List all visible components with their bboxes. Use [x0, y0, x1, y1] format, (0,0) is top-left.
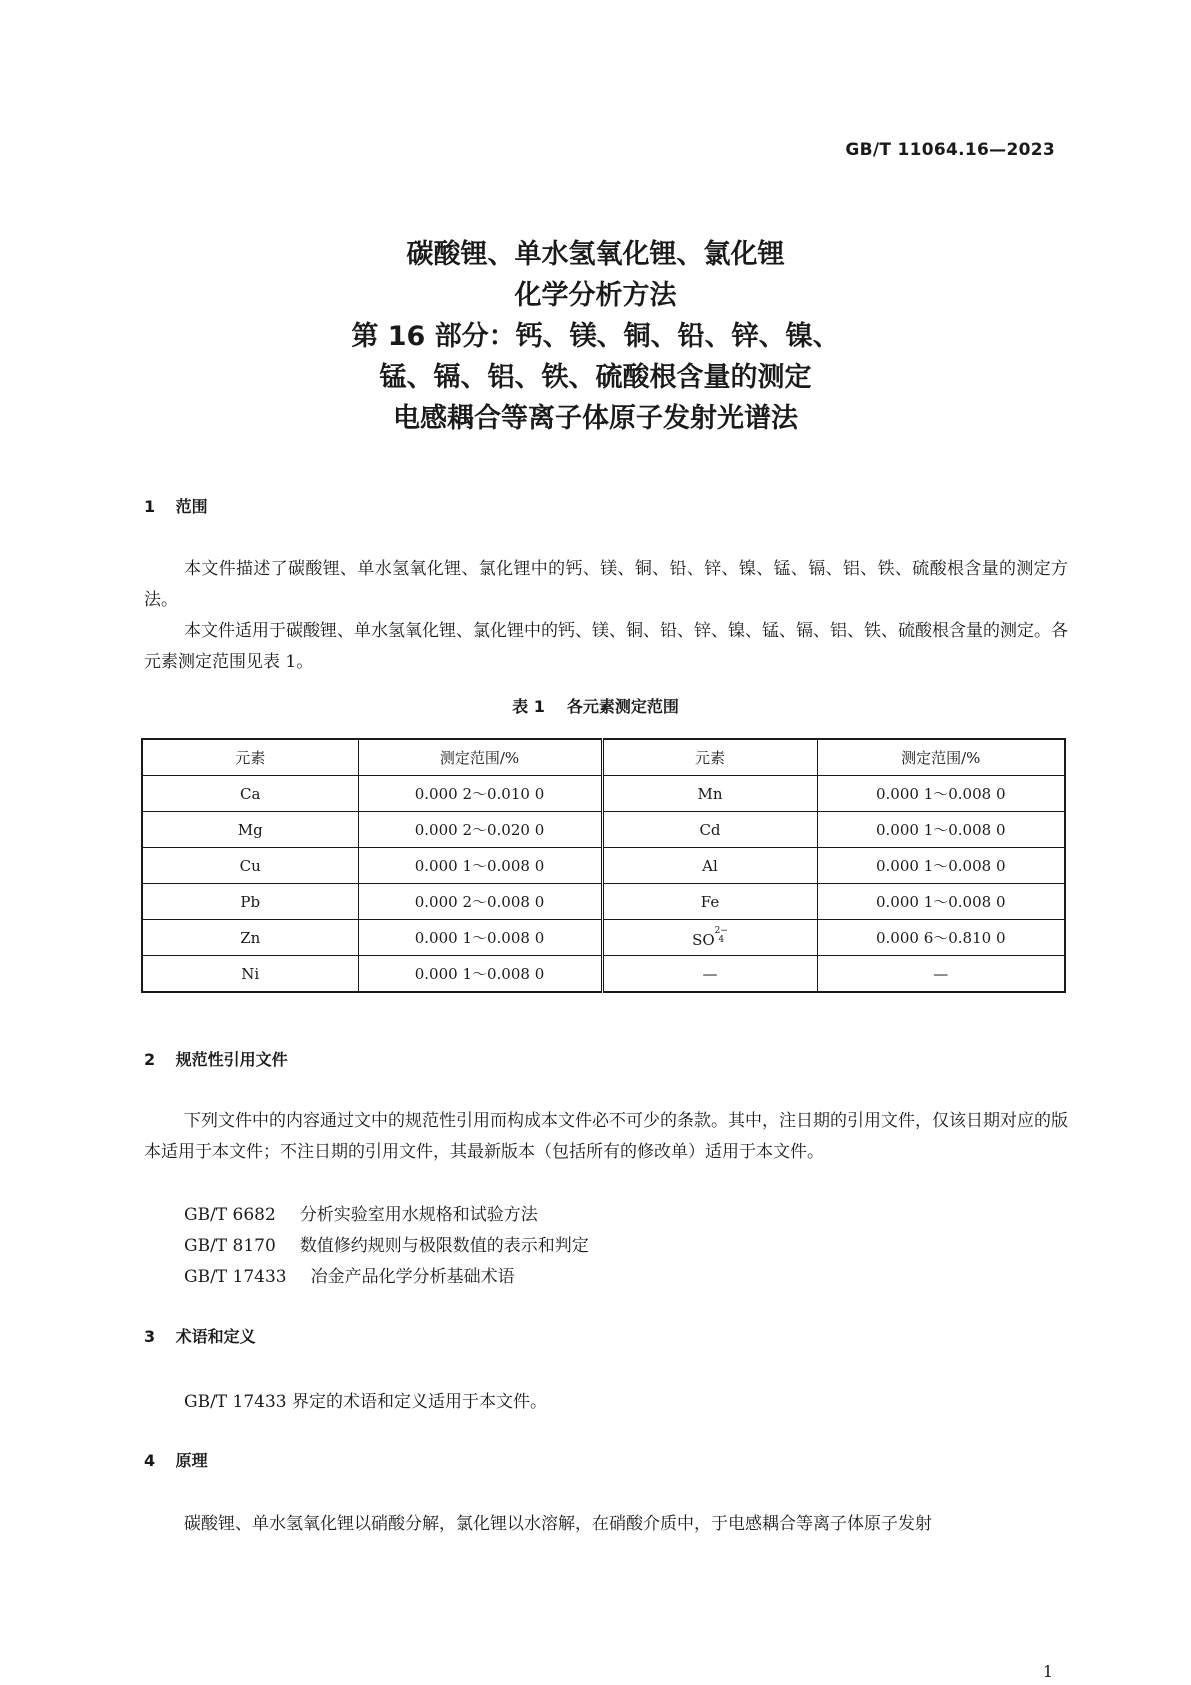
range-cell: 0.000 1～0.008 0	[817, 776, 1065, 812]
table-caption	[0, 694, 1191, 717]
table-row	[142, 812, 1065, 848]
element-cell: Ni	[142, 956, 358, 993]
table-row	[142, 956, 1065, 993]
table-header-row	[142, 739, 1065, 776]
page-number: 1	[1042, 1662, 1053, 1681]
formula-script	[715, 927, 728, 945]
element-cell: Zn	[142, 920, 358, 956]
element-cell: Mn	[602, 776, 817, 812]
reference-item	[184, 1262, 515, 1287]
header-element: 元素	[602, 739, 817, 776]
section-2-paragraph: 下列文件中的内容通过文中的规范性引用而构成本文件必不可少的条款。其中，注日期的引用文件，仅该日期对应的版本适用于本文件；不注日期的引用文件，其最新版本（包括所有的修改单）适用于本文件。	[144, 1111, 1068, 1162]
table-row	[142, 848, 1065, 884]
header-element: 元素	[142, 739, 358, 776]
range-cell: 0.000 1～0.008 0	[817, 812, 1065, 848]
element-cell: Pb	[142, 884, 358, 920]
range-cell: 0.000 1～0.008 0	[358, 848, 602, 884]
section-3-heading	[144, 1324, 256, 1347]
range-cell: 0.000 1～0.008 0	[817, 884, 1065, 920]
title-line: 电感耦合等离子体原子发射光谱法	[393, 403, 798, 434]
reference-code: GB/T 6682	[184, 1205, 276, 1225]
section-1-paragraph-1: 本文件描述了碳酸锂、单水氢氧化锂、氯化锂中的钙、镁、铜、铅、锌、镍、锰、镉、铝、铁、硫酸根含量的测定方法。	[144, 559, 1068, 610]
title-line: 化学分析方法	[514, 280, 677, 311]
reference-code: GB/T 8170	[184, 1236, 276, 1256]
reference-title: 数值修约规则与极限数值的表示和判定	[299, 1236, 589, 1256]
element-cell-sulfate	[602, 920, 817, 956]
section-number: 3	[144, 1327, 156, 1346]
section-2-heading	[144, 1047, 288, 1070]
document-title	[0, 234, 1191, 439]
empty-cell: —	[602, 956, 817, 993]
range-cell: 0.000 2～0.020 0	[358, 812, 602, 848]
reference-title: 分析实验室用水规格和试验方法	[299, 1205, 538, 1225]
reference-item	[184, 1200, 538, 1225]
table-row	[142, 884, 1065, 920]
header-range: 测定范围/%	[358, 739, 602, 776]
table-caption-title: 各元素测定范围	[566, 697, 679, 716]
reference-item	[184, 1231, 589, 1256]
range-cell: 0.000 1～0.008 0	[817, 848, 1065, 884]
section-1-paragraph-2: 本文件适用于碳酸锂、单水氢氧化锂、氯化锂中的钙、镁、铜、铅、锌、镍、锰、镉、铝、铁、硫酸根含量的测定。各元素测定范围见表 1。	[144, 621, 1068, 672]
range-cell: 0.000 6～0.810 0	[817, 920, 1065, 956]
section-title: 规范性引用文件	[175, 1050, 288, 1069]
empty-cell: —	[817, 956, 1065, 993]
element-range-table	[141, 738, 1066, 993]
section-number: 1	[144, 497, 156, 516]
element-cell: Ca	[142, 776, 358, 812]
formula-base: SO	[692, 930, 715, 949]
title-line: 碳酸锂、单水氢氧化锂、氯化锂	[406, 239, 785, 270]
title-line: 第 16 部分：钙、镁、铜、铅、锌、镍、	[351, 321, 840, 352]
reference-title: 冶金产品化学分析基础术语	[310, 1267, 515, 1287]
formula-index: 4	[718, 934, 725, 945]
range-cell: 0.000 1～0.008 0	[358, 956, 602, 993]
section-4-paragraph: 碳酸锂、单水氢氧化锂以硝酸分解，氯化锂以水溶解，在硝酸介质中，于电感耦合等离子体原子发射	[184, 1514, 932, 1534]
element-cell: Mg	[142, 812, 358, 848]
section-title: 术语和定义	[175, 1327, 256, 1346]
element-cell: Fe	[602, 884, 817, 920]
table-row	[142, 920, 1065, 956]
standard-number: GB/T 11064.16—2023	[845, 140, 1055, 160]
title-line: 锰、镉、铝、铁、硫酸根含量的测定	[379, 362, 812, 393]
formula-charge: 2−	[714, 925, 728, 936]
element-cell: Cd	[602, 812, 817, 848]
range-cell: 0.000 1～0.008 0	[358, 920, 602, 956]
section-number: 2	[144, 1050, 156, 1069]
element-cell: Al	[602, 848, 817, 884]
section-number: 4	[144, 1451, 156, 1470]
table-row	[142, 776, 1065, 812]
reference-code: GB/T 17433	[184, 1267, 287, 1287]
section-title: 范围	[175, 497, 208, 516]
section-4-heading	[144, 1448, 208, 1471]
section-1-heading	[144, 494, 208, 517]
range-cell: 0.000 2～0.010 0	[358, 776, 602, 812]
table-caption-number: 表 1	[512, 697, 545, 716]
sulfate-formula	[692, 925, 728, 949]
section-title: 原理	[175, 1451, 208, 1470]
section-3-paragraph: GB/T 17433 界定的术语和定义适用于本文件。	[184, 1392, 548, 1412]
element-cell: Cu	[142, 848, 358, 884]
range-cell: 0.000 2～0.008 0	[358, 884, 602, 920]
header-range: 测定范围/%	[817, 739, 1065, 776]
